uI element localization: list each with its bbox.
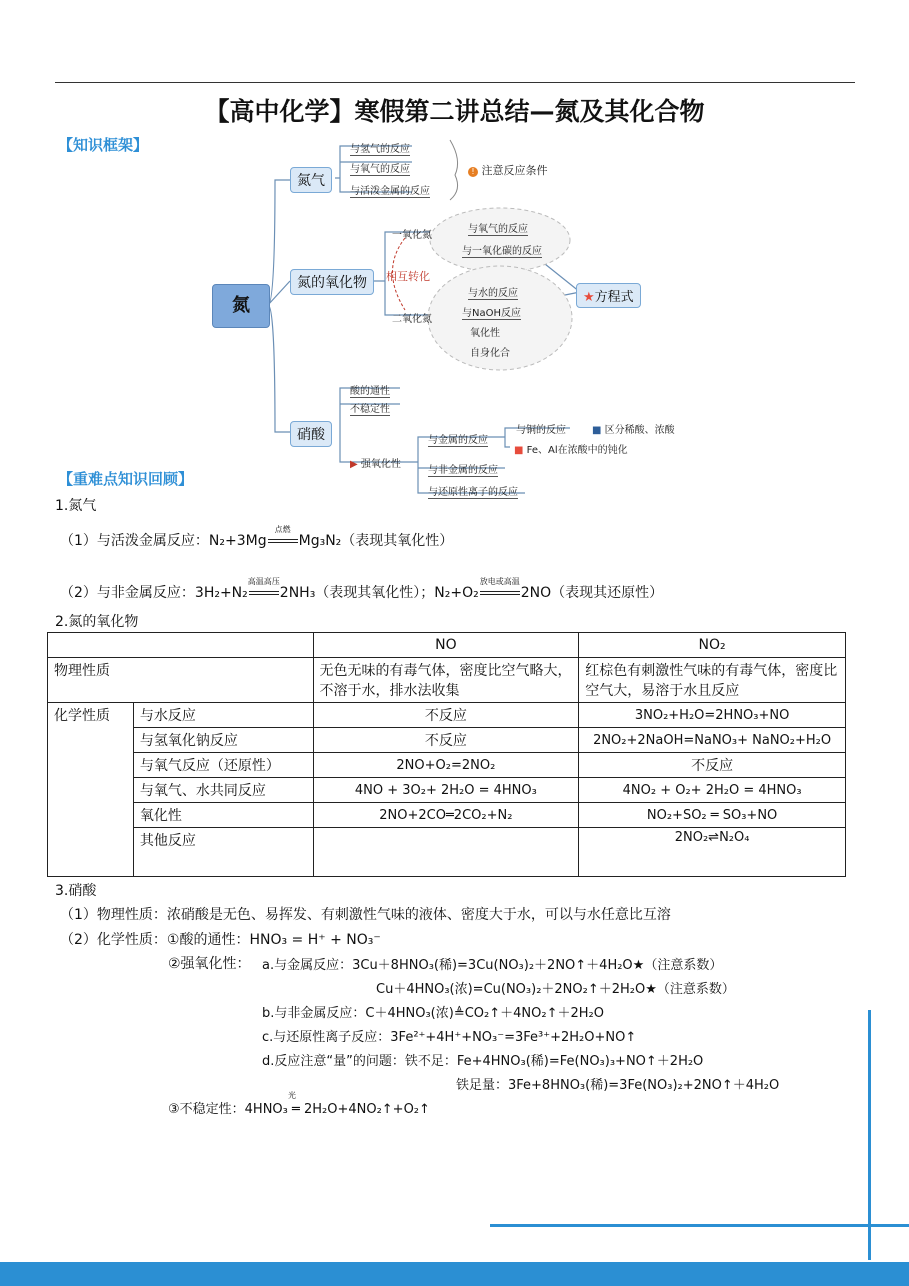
eq-n2-metal	[60, 525, 454, 550]
note-condition	[468, 162, 548, 178]
col-header-no2: NO₂	[579, 633, 846, 658]
table-row	[48, 753, 846, 778]
condition-text: 高温高压	[247, 577, 280, 586]
eq-text: Mg₃N₂（表现其氧化性）	[298, 533, 454, 549]
condition-text: 光	[288, 1091, 296, 1100]
checkbox-icon: ■	[514, 445, 524, 456]
decor-vertical-bar	[868, 1010, 871, 1260]
eq-text: （2）与非金属反应：3H₂+N₂	[60, 585, 248, 601]
row-label-chemical: 化学性质	[48, 703, 134, 877]
mindmap-node-equation	[576, 283, 641, 308]
table-cell: 2NO+O₂=2NO₂	[313, 753, 579, 778]
table-row	[48, 633, 846, 658]
oxides-table	[47, 632, 846, 877]
table-cell: 氧化性	[133, 803, 313, 828]
table-cell: 其他反应	[133, 828, 313, 877]
condition-mark	[479, 577, 521, 601]
condition-text: 点燃	[274, 525, 291, 534]
condition-mark	[247, 577, 280, 601]
mindmap-leaf: 自身化合	[470, 348, 510, 359]
row-label-physical: 物理性质	[48, 658, 314, 703]
page-title: 【高中化学】寒假第二讲总结—氮及其化合物	[204, 97, 705, 126]
hno3-ox-a1: a.与金属反应：3Cu＋8HNO₃(稀)=3Cu(NO₃)₂＋2NO↑＋4H₂O★（注意系数）	[262, 958, 723, 973]
mindmap-leaf: 与非金属的反应	[428, 461, 498, 477]
heading-n2: 1.氮气	[55, 498, 97, 514]
table-cell	[48, 633, 314, 658]
mindmap-leaf	[514, 441, 628, 456]
section-framework: 【知识框架】	[58, 136, 149, 154]
mindmap-leaf: 与水的反应	[468, 284, 518, 300]
leaf-text: Fe、Al在浓酸中的钝化	[526, 445, 628, 456]
condition-mark	[267, 525, 299, 549]
star-icon: ★	[583, 290, 595, 305]
table-cell: 4NO₂ + O₂+ 2H₂O = 4HNO₃	[579, 778, 846, 803]
heading-hno3: 3.硝酸	[55, 883, 97, 899]
hno3-ox-a2: Cu＋4HNO₃(浓)=Cu(NO₃)₂＋2NO₂↑＋2H₂O★（注意系数）	[376, 982, 735, 997]
table-cell	[313, 828, 579, 877]
mindmap-leaf: 氧化性	[470, 328, 500, 339]
section-review: 【重难点知识回顾】	[58, 470, 194, 488]
decor-horizontal-bar	[490, 1224, 909, 1227]
table-row	[48, 828, 846, 877]
hno3-ox-b: b.与非金属反应：C＋4HNO₃(浓)≜CO₂↑＋4NO₂↑＋2H₂O	[262, 1006, 604, 1021]
table-cell: 与氧气反应（还原性）	[133, 753, 313, 778]
mindmap-leaf: 与还原性离子的反应	[428, 483, 518, 499]
table-cell: 不反应	[313, 703, 579, 728]
eq-text: 2NH₃（表现其氧化性）；N₂+O₂	[279, 585, 479, 601]
eq-text: ③不稳定性：4HNO₃ ═ 2H₂O+4NO₂↑+O₂↑	[168, 1102, 430, 1117]
note-icon: ■	[592, 425, 602, 436]
hno3-physical: （1）物理性质：浓硝酸是无色、易挥发、有刺激性气味的液体、密度大于水，可以与水任意比互溶	[60, 907, 671, 923]
mindmap-leaf: 与一氧化碳的反应	[462, 242, 542, 258]
mindmap-no: 一氧化氮	[392, 230, 432, 241]
mindmap-leaf: 与氢气的反应	[350, 140, 410, 156]
mindmap-leaf: 与金属的反应	[428, 431, 488, 447]
eq-text: （1）与活泼金属反应：N₂+3Mg	[60, 533, 267, 549]
mindmap-leaf: 酸的通性	[350, 382, 390, 398]
table-cell: 与氧气、水共同反应	[133, 778, 313, 803]
table-cell: 与氢氧化钠反应	[133, 728, 313, 753]
mindmap-leaf: 与活泼金属的反应	[350, 182, 430, 198]
table-cell: 红棕色有刺激性气味的有毒气体，密度比空气大，易溶于水且反应	[579, 658, 846, 703]
leaf-text: 区分稀酸、浓酸	[604, 425, 675, 436]
mindmap-node-hno3: 硝酸	[290, 421, 332, 447]
mindmap-root: 氮	[212, 284, 270, 328]
table-cell: 不反应	[313, 728, 579, 753]
hno3-ox-label: ②强氧化性：	[168, 956, 251, 972]
footer-band	[0, 1262, 909, 1286]
mindmap-leaf	[592, 421, 675, 436]
mindmap-node-n2: 氮气	[290, 167, 332, 193]
table-row	[48, 703, 846, 728]
hno3-ox-d2: 铁足量：3Fe+8HNO₃(稀)=3Fe(NO₃)₂+2NO↑＋4H₂O	[456, 1078, 780, 1093]
table-row	[48, 803, 846, 828]
eq-text: 2NO（表现其还原性）	[520, 585, 664, 601]
eq-n2-nonmetal	[60, 577, 664, 602]
mindmap-leaf: 与氧气的反应	[350, 160, 410, 176]
mindmap-mutual: 相互转化	[386, 270, 430, 283]
mindmap-leaf: 与铜的反应	[516, 425, 566, 436]
mindmap-leaf: 与NaOH反应	[462, 304, 521, 320]
warning-icon: !	[468, 167, 478, 177]
hno3-ox-d1: d.反应注意“量”的问题：铁不足：Fe+4HNO₃(稀)=Fe(NO₃)₃+NO↑＋2H₂O	[262, 1054, 704, 1069]
table-row	[48, 778, 846, 803]
table-cell: NO₂+SO₂ ═ SO₃+NO	[579, 803, 846, 828]
table-cell: 3NO₂+H₂O=2HNO₃+NO	[579, 703, 846, 728]
heading-oxides: 2.氮的氧化物	[55, 614, 139, 630]
mindmap-leaf: 与氧气的反应	[468, 220, 528, 236]
table-cell: 2NO₂⇌N₂O₄	[579, 828, 846, 877]
strong-label: 强氧化性	[360, 459, 401, 470]
note-text: 注意反应条件	[481, 164, 548, 177]
col-header-no: NO	[313, 633, 579, 658]
table-row	[48, 728, 846, 753]
table-row	[48, 658, 846, 703]
condition-text: 放电或高温	[479, 577, 520, 586]
table-cell: 4NO + 3O₂+ 2H₂O = 4HNO₃	[313, 778, 579, 803]
hno3-ox-c: c.与还原性离子反应：3Fe²⁺+4H⁺+NO₃⁻=3Fe³⁺+2H₂O+NO↑	[262, 1030, 637, 1045]
hno3-chem-acid: （2）化学性质：①酸的通性：HNO₃ = H⁺ + NO₃⁻	[60, 932, 381, 948]
table-cell: 与水反应	[133, 703, 313, 728]
hno3-unstable	[168, 1091, 430, 1117]
equation-label: 方程式	[594, 290, 634, 305]
mindmap-leaf: 不稳定性	[350, 400, 390, 416]
table-cell: 无色无味的有毒气体，密度比空气略大，不溶于水，排水法收集	[313, 658, 579, 703]
mindmap-no2: 二氧化氮	[392, 314, 432, 325]
mindmap-node-oxides: 氮的氧化物	[290, 269, 374, 295]
table-cell: 不反应	[579, 753, 846, 778]
mindmap-lines	[0, 0, 909, 500]
flag-icon: ▶	[350, 459, 358, 470]
table-cell: 2NO₂+2NaOH=NaNO₃+ NaNO₂+H₂O	[579, 728, 846, 753]
table-cell: 2NO+2CO═2CO₂+N₂	[313, 803, 579, 828]
mindmap-strong	[350, 455, 401, 470]
